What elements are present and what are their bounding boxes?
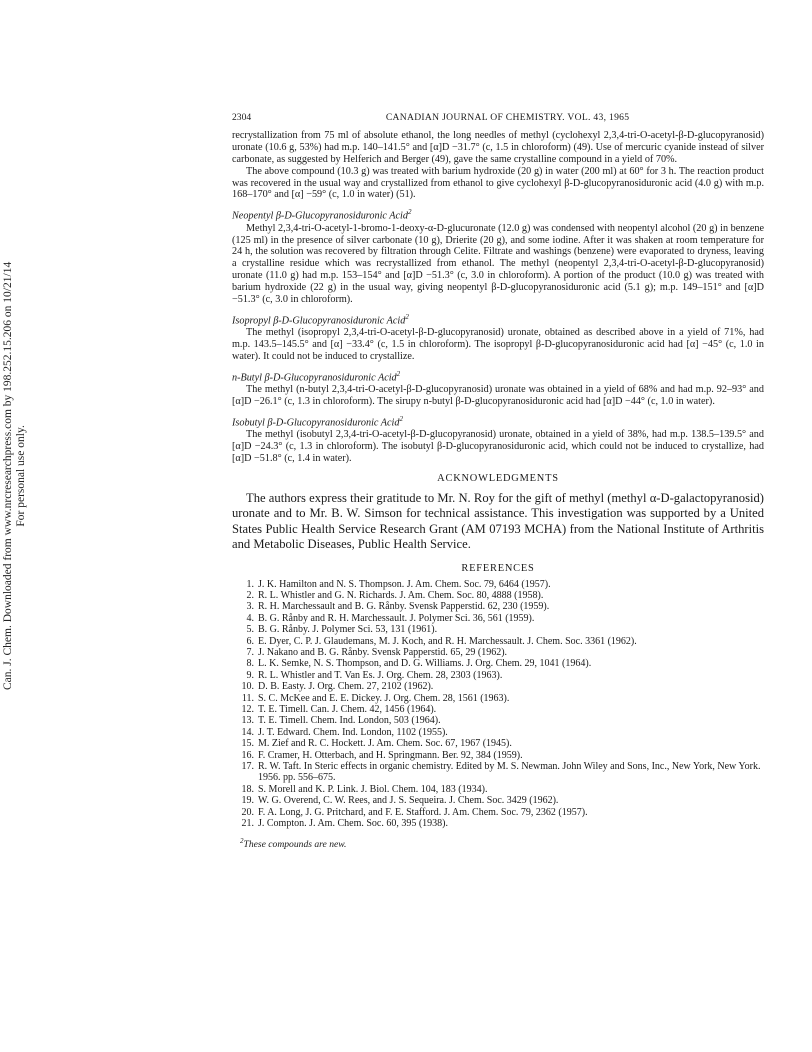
section-body: The methyl (isobutyl 2,3,4-tri-O-acetyl-β-D-glucopyranosid) uronate, obtained in a yield of 38%, had m.p. 138.5–139.5° and [α]D −24.3° (c, 1.3 in chloroform). The isobutyl β-D-glucopyranosiduronic acid, which could not be induced to crystallize, had [α]D −51.8° (c, 1.4 in water).: [232, 429, 764, 465]
intro-paragraph: recrystallization from 75 ml of absolute ethanol, the long needles of methyl (cyclohexyl 2,3,4-tri-O-acetyl-β-D-glucopyranosid) uronate (10.6 g, 53%) had m.p. 140–141.5° and [α]D −31.7° (c, 1.5 in chloroform) (49). Use of mercuric cyanide instead of silver carbonate, as suggested by Helferich and Berger (49), gave the same crystalline compound in a yield of 70%.: [232, 129, 764, 165]
reference-number: 7.: [246, 647, 254, 658]
page-number: 2304: [232, 112, 252, 123]
reference-text: E. Dyer, C. P. J. Glaudemans, M. J. Koch, and R. H. Marchessault. J. Chem. Soc. 3361 (1962).: [258, 635, 637, 647]
section-body: The methyl (n-butyl 2,3,4-tri-O-acetyl-β-D-glucopyranosid) uronate was obtained in a yield of 68% and had m.p. 92–93° and [α]D −26.1° (c, 1.3 in chloroform). The sirupy n-butyl β-D-glucopyranosiduronic acid had [α]D −44° (c, 1.0 in water).: [232, 384, 764, 408]
section-body: Methyl 2,3,4-tri-O-acetyl-1-bromo-1-deoxy-α-D-glucuronate (12.0 g) was condensed with neopentyl alcohol (20 g) in benzene (125 ml) in the presence of silver carbonate (10 g), Drierite (20 g), and some iodine. After it was shaken at room temperature for 24 h, the solution was recovered by filtration through Celite. Filtrate and washings (benzene) were evaporated to dryness, leaving a crystalline residue which was recrystallized from ethanol. The methyl (neopentyl 2,3,4-tri-O-acetyl-β-D-glucopyranosid) uronate (11.0 g) had m.p. 153–154° and [α]D −51.3° (c, 3.0 in chloroform). A portion of the product (10.0 g) was treated with barium hydroxide (22 g) in the usual way, giving neopentyl β-D-glucopyranosiduronic acid (5.1 g); m.p. 149–151° and [α]D −51.3° (c, 3.0 in chloroform).: [232, 222, 764, 306]
reference-text: R. W. Taft. In Steric effects in organic chemistry. Edited by M. S. Newman. John Wiley and Sons, Inc., New York, New York. 1956. pp. 556–675.: [258, 761, 761, 784]
intro-paragraph: The above compound (10.3 g) was treated with barium hydroxide (20 g) in water (200 ml) at 60° for 3 h. The reaction product was recovered in the usual way and crystallized from ethanol to give cyclohexyl β-D-glucopyranosiduronic acid (4.0 g) with m.p. 168–170° and [α] −59° (c, 1.0 in water) (51).: [232, 165, 764, 201]
reference-item: [232, 727, 764, 738]
reference-text: F. Cramer, H. Otterbach, and H. Springmann. Ber. 92, 384 (1959).: [258, 749, 523, 761]
download-notice-line2: For personal use only.: [15, 425, 27, 527]
running-head: [232, 112, 764, 124]
reference-number: 1.: [246, 578, 254, 590]
reference-item: [232, 693, 764, 704]
reference-text: J. K. Hamilton and N. S. Thompson. J. Am. Chem. Soc. 79, 6464 (1957).: [258, 578, 551, 590]
reference-text: R. H. Marchessault and B. G. Rånby. Svensk Papperstid. 62, 230 (1959).: [258, 601, 550, 613]
reference-item: [232, 761, 764, 784]
reference-text: M. Zief and R. C. Hockett. J. Am. Chem. Soc. 67, 1967 (1945).: [258, 738, 512, 750]
reference-number: 19.: [241, 795, 254, 807]
reference-number: 20.: [241, 806, 254, 818]
reference-number: 15.: [241, 738, 254, 750]
reference-number: 3.: [246, 601, 254, 613]
acknowledgments-heading: ACKNOWLEDGMENTS: [437, 473, 559, 485]
reference-number: 8.: [246, 658, 254, 670]
section-heading: Isobutyl β-D-Glucopyranosiduronic Acid$^2$: [232, 415, 403, 429]
download-notice: [2, 262, 28, 690]
reference-text: L. K. Semke, N. S. Thompson, and D. G. Williams. J. Org. Chem. 29, 1041 (1964).: [258, 658, 592, 670]
download-watermark: [0, 0, 60, 1052]
reference-text: R. L. Whistler and T. Van Es. J. Org. Chem. 28, 2303 (1963).: [258, 669, 503, 681]
reference-text: B. G. Rånby. J. Polymer Sci. 53, 131 (1961).: [258, 624, 438, 636]
reference-text: T. E. Timell. Can. J. Chem. 42, 1456 (1964).: [258, 704, 437, 716]
reference-text: D. B. Easty. J. Org. Chem. 27, 2102 (1962).: [258, 681, 434, 693]
section-neopentyl: [232, 207, 764, 306]
reference-item: [232, 658, 764, 669]
reference-item: [232, 715, 764, 726]
reference-number: 14.: [241, 726, 254, 738]
journal-page: [232, 112, 764, 851]
reference-text: T. E. Timell. Chem. Ind. London, 503 (1964).: [258, 715, 441, 727]
references-heading: REFERENCES: [461, 562, 535, 574]
reference-text: F. A. Long, J. G. Pritchard, and F. E. Stafford. J. Am. Chem. Soc. 79, 2362 (1957).: [258, 806, 588, 818]
reference-item: [232, 579, 764, 590]
reference-item: [232, 624, 764, 635]
reference-number: 11.: [241, 692, 254, 704]
reference-text: S. C. McKee and E. E. Dickey. J. Org. Chem. 28, 1561 (1963).: [258, 692, 510, 704]
reference-text: J. Compton. J. Am. Chem. Soc. 60, 395 (1938).: [258, 818, 449, 830]
reference-item: [232, 647, 764, 658]
reference-number: 17.: [241, 761, 254, 773]
reference-item: [232, 738, 764, 749]
reference-number: 2.: [246, 589, 254, 601]
reference-item: [232, 636, 764, 647]
reference-item: [232, 807, 764, 818]
reference-item: [232, 681, 764, 692]
reference-item: [232, 704, 764, 715]
reference-number: 10.: [241, 681, 254, 693]
reference-item: [232, 795, 764, 806]
reference-item: [232, 613, 764, 624]
reference-text: B. G. Rånby and R. H. Marchessault. J. Polymer Sci. 36, 561 (1959).: [258, 612, 535, 624]
reference-item: [232, 818, 764, 829]
reference-number: 13.: [241, 715, 254, 727]
reference-number: 4.: [246, 612, 254, 624]
footnote: $^2$These compounds are new.: [240, 836, 347, 850]
references-list: [232, 579, 764, 830]
reference-item: [232, 670, 764, 681]
section-n-butyl: [232, 369, 764, 408]
acknowledgments-body: The authors express their gratitude to Mr. N. Roy for the gift of methyl (methyl α-D-galactopyranosid) uronate and to Mr. B. W. Simson for technical assistance. This investigation was supported by a United States Public Health Service Research Grant (AM 07193 MCHA) from the National Institute of Arthritis and Metabolic Diseases, Public Health Service.: [232, 491, 764, 552]
reference-item: [232, 784, 764, 795]
journal-title: CANADIAN JOURNAL OF CHEMISTRY. VOL. 43, 1965: [385, 112, 630, 123]
reference-number: 18.: [241, 783, 254, 795]
reference-number: 9.: [246, 669, 254, 681]
reference-item: [232, 750, 764, 761]
reference-number: 5.: [246, 624, 254, 636]
download-notice-line1: Can. J. Chem. Downloaded from www.nrcresearchpress.com by 198.252.15.206 on 10/21/14: [2, 261, 14, 690]
reference-number: 21.: [241, 818, 254, 830]
section-isopropyl: [232, 312, 764, 363]
reference-text: J. T. Edward. Chem. Ind. London, 1102 (1955).: [258, 726, 448, 738]
section-isobutyl: [232, 414, 764, 465]
reference-text: S. Morell and K. P. Link. J. Biol. Chem. 104, 183 (1934).: [258, 783, 488, 795]
reference-text: W. G. Overend, C. W. Rees, and J. S. Sequeira. J. Chem. Soc. 3429 (1962).: [258, 795, 559, 807]
reference-number: 16.: [241, 749, 254, 761]
reference-item: [232, 590, 764, 601]
reference-number: 6.: [246, 635, 254, 647]
reference-number: 12.: [241, 704, 254, 716]
section-heading: n-Butyl β-D-Glucopyranosiduronic Acid$^2$: [232, 370, 401, 384]
section-heading: Neopentyl β-D-Glucopyranosiduronic Acid$^2$: [232, 208, 412, 222]
section-body: The methyl (isopropyl 2,3,4-tri-O-acetyl-β-D-glucopyranosid) uronate, obtained as described above in a yield of 71%, had m.p. 143.5–145.5° and [α] −33.4° (c, 1.5 in chloroform). The isopropyl β-D-glucopyranosiduronic acid had [α] −45° (c, 1.0 in water). It could not be induced to crystallize.: [232, 327, 764, 363]
reference-text: R. L. Whistler and G. N. Richards. J. Am. Chem. Soc. 80, 4888 (1958).: [258, 589, 544, 601]
section-heading: Isopropyl β-D-Glucopyranosiduronic Acid$^2$: [232, 312, 409, 327]
reference-item: [232, 601, 764, 612]
reference-text: J. Nakano and B. G. Rånby. Svensk Papperstid. 65, 29 (1962).: [258, 647, 508, 658]
